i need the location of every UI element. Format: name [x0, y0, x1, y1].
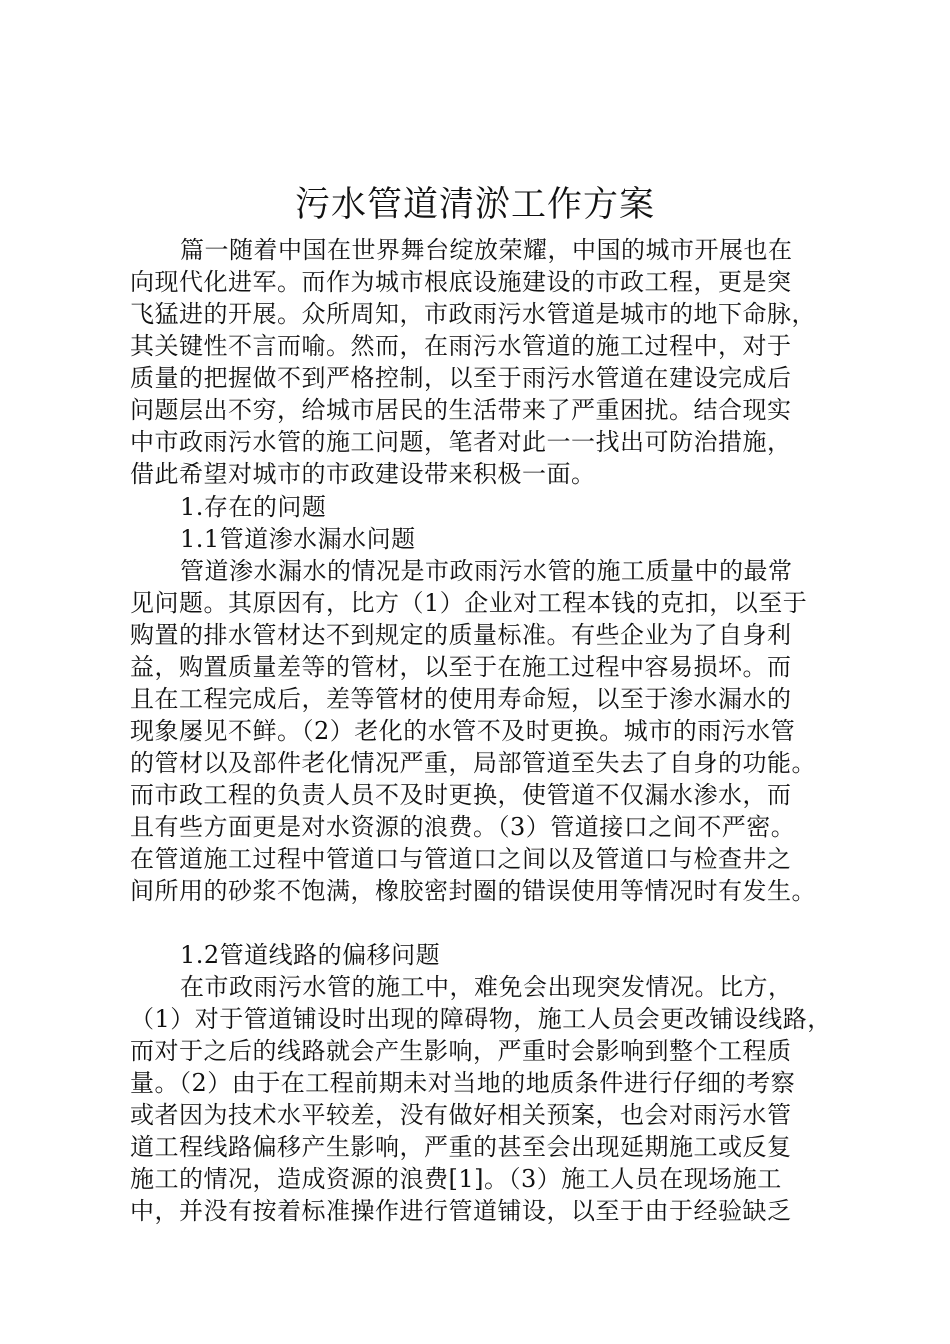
paragraph-line: 管道渗水漏水的情况是市政雨污水管的施工质量中的最常: [180, 557, 793, 585]
paragraph-line: 向现代化进军。而作为城市根底设施建设的市政工程，更是突: [130, 268, 792, 296]
paragraph-line: 质量的把握做不到严格控制，以至于雨污水管道在建设完成后: [130, 364, 792, 392]
paragraph-line: 的管材以及部件老化情况严重，局部管道至失去了自身的功能。: [130, 749, 816, 777]
subsection-heading: 1.1管道渗水漏水问题: [180, 525, 416, 553]
paragraph-line: 在管道施工过程中管道口与管道口之间以及管道口与检查井之: [130, 845, 792, 873]
paragraph-line: 益，购置质量差等的管材，以至于在施工过程中容易损坏。而: [130, 653, 792, 681]
paragraph-line: 在市政雨污水管的施工中，难免会出现突发情况。比方，: [180, 973, 793, 1001]
paragraph-line: 现象屡见不鲜。（2）老化的水管不及时更换。城市的雨污水管: [130, 717, 796, 745]
paragraph-line: 而市政工程的负责人员不及时更换，使管道不仅漏水渗水，而: [130, 781, 792, 809]
paragraph-line: 借此希望对城市的市政建设带来积极一面。: [130, 460, 596, 488]
paragraph-line: 问题层出不穷，给城市居民的生活带来了严重困扰。结合现实: [130, 396, 792, 424]
paragraph-line: 而对于之后的线路就会产生影响，严重时会影响到整个工程质: [130, 1037, 792, 1065]
paragraph-line: 飞猛进的开展。众所周知，市政雨污水管道是城市的地下命脉，: [130, 300, 816, 328]
paragraph-line: 且有些方面更是对水资源的浪费。（3）管道接口之间不严密。: [130, 813, 796, 841]
paragraph-line: （1）对于管道铺设时出现的障碍物，施工人员会更改铺设线路，: [130, 1005, 832, 1033]
paragraph-line: 道工程线路偏移产生影响，严重的甚至会出现延期施工或反复: [130, 1133, 792, 1161]
paragraph-line: 其关键性不言而喻。然而，在雨污水管道的施工过程中，对于: [130, 332, 792, 360]
paragraph-line: 间所用的砂浆不饱满，橡胶密封圈的错误使用等情况时有发生。: [130, 877, 816, 905]
paragraph-line: 中市政雨污水管的施工问题，笔者对此一一找出可防治措施，: [130, 428, 792, 456]
paragraph-line: 施工的情况，造成资源的浪费[1]。（3）施工人员在现场施工: [130, 1165, 782, 1193]
paragraph-line: 中，并没有按着标准操作进行管道铺设，以至于由于经验缺乏: [130, 1197, 792, 1225]
paragraph-line: 量。（2）由于在工程前期未对当地的地质条件进行仔细的考察: [130, 1069, 796, 1097]
paragraph-line: 或者因为技术水平较差，没有做好相关预案，也会对雨污水管: [130, 1101, 792, 1129]
section-heading: 1.存在的问题: [180, 493, 327, 521]
document-title: 污水管道清淤工作方案: [294, 185, 655, 225]
paragraph-line: 且在工程完成后，差等管材的使用寿命短，以至于渗水漏水的: [130, 685, 792, 713]
paragraph-line: 购置的排水管材达不到规定的质量标准。有些企业为了自身利: [130, 621, 792, 649]
paragraph-line: 篇一随着中国在世界舞台绽放荣耀，中国的城市开展也在: [180, 236, 793, 264]
paragraph-line: 见问题。其原因有，比方（1）企业对工程本钱的克扣，以至于: [130, 589, 808, 617]
subsection-heading: 1.2管道线路的偏移问题: [180, 941, 441, 969]
